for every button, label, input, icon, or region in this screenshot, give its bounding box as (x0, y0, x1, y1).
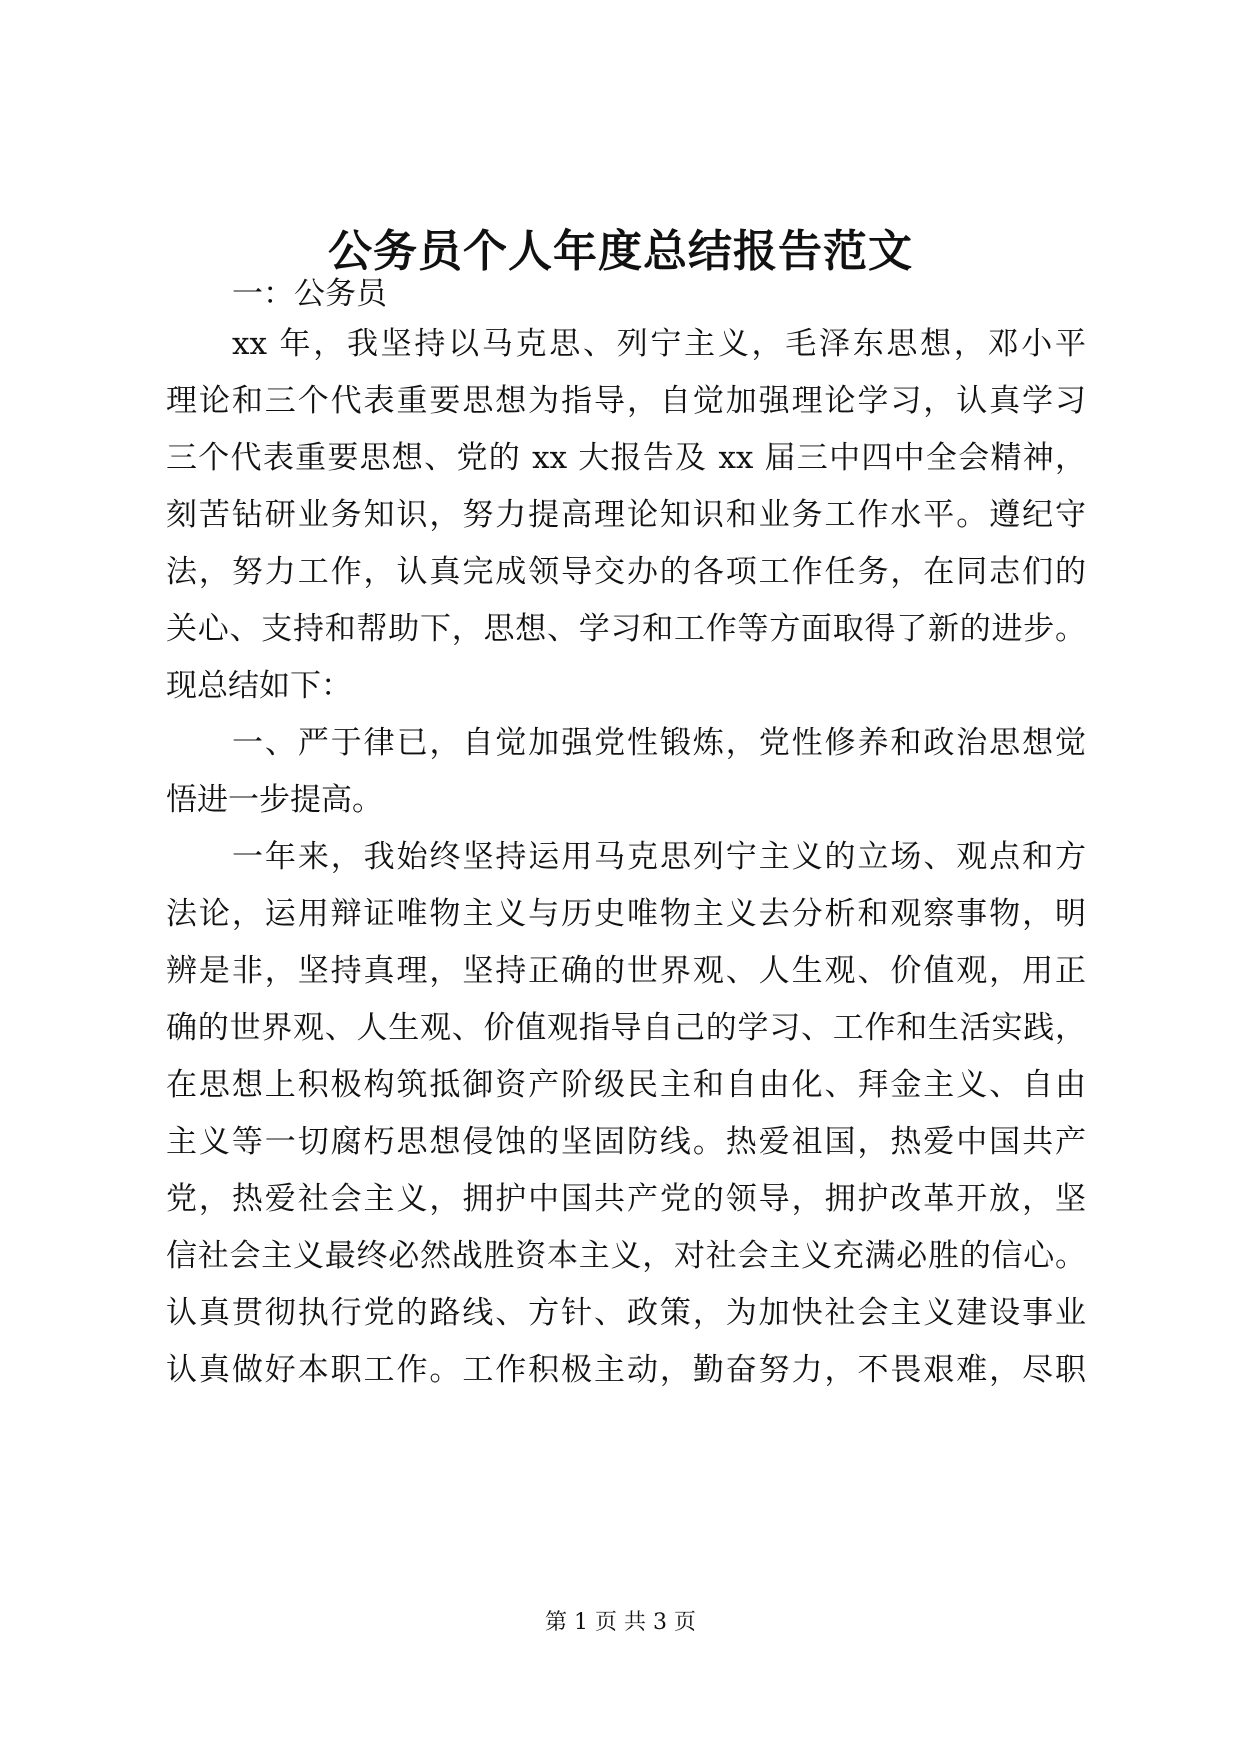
body-line: 在思想上积极构筑抵御资产阶级民主和自由化、拜金主义、自由 (166, 1067, 1086, 1103)
body-line: 一年来，我始终坚持运用马克思列宁主义的立场、观点和方 (232, 839, 1086, 875)
body-line: 主义等一切腐朽思想侵蚀的坚固防线。热爱祖国，热爱中国共产 (166, 1124, 1086, 1160)
body-line: 党，热爱社会主义，拥护中国共产党的领导，拥护改革开放，坚 (166, 1181, 1086, 1217)
body-line: 确的世界观、人生观、价值观指导自己的学习、工作和生活实践， (166, 1010, 1086, 1046)
subsection-heading: 一、严于律已，自觉加强党性锻炼，党性修养和政治思想觉 (232, 725, 1086, 761)
body-line: 认真做好本职工作。工作积极主动，勤奋努力，不畏艰难，尽职 (166, 1352, 1086, 1388)
body-line: 三个代表重要思想、党的 xx 大报告及 xx 届三中四中全会精神， (166, 440, 1086, 476)
section-heading: 一：公务员 (232, 276, 387, 312)
body-line: 法，努力工作，认真完成领导交办的各项工作任务，在同志们的 (166, 554, 1086, 590)
body-line: 刻苦钻研业务知识，努力提高理论知识和业务工作水平。遵纪守 (166, 497, 1086, 533)
body-line: xx 年，我坚持以马克思、列宁主义，毛泽东思想，邓小平 (232, 326, 1086, 362)
body-line: 认真贯彻执行党的路线、方针、政策，为加快社会主义建设事业 (166, 1295, 1086, 1331)
body-line: 法论，运用辩证唯物主义与历史唯物主义去分析和观察事物，明 (166, 896, 1086, 932)
subsection-heading: 悟进一步提高。 (166, 782, 383, 818)
body-line: 理论和三个代表重要思想为指导，自觉加强理论学习，认真学习 (166, 383, 1086, 419)
page-number: 第 1 页 共 3 页 (545, 1610, 696, 1635)
document-title: 公务员个人年度总结报告范文 (328, 226, 913, 277)
body-line: 关心、支持和帮助下，思想、学习和工作等方面取得了新的进步。 (166, 611, 1086, 647)
body-line: 现总结如下： (166, 668, 352, 704)
body-line: 辨是非，坚持真理，坚持正确的世界观、人生观、价值观，用正 (166, 953, 1086, 989)
body-line: 信社会主义最终必然战胜资本主义，对社会主义充满必胜的信心。 (166, 1238, 1086, 1274)
